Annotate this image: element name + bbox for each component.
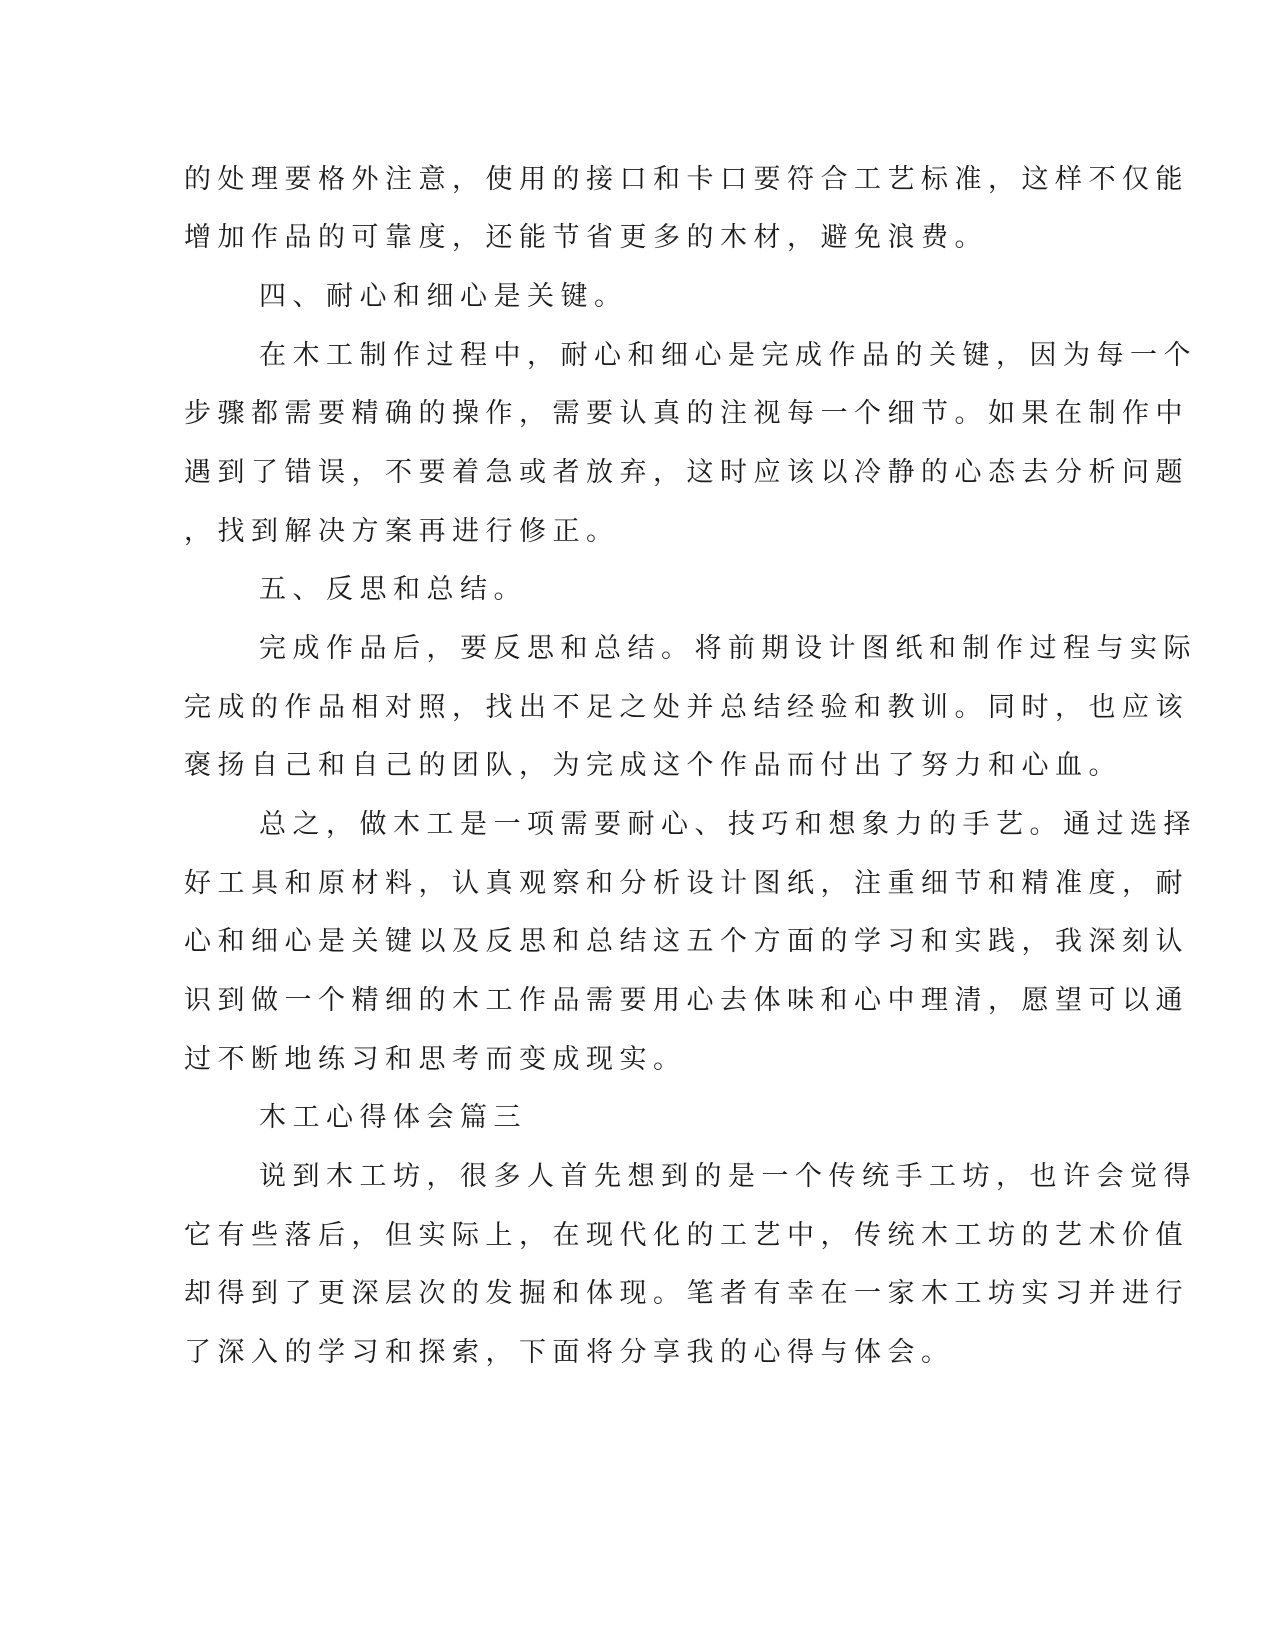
section-heading: 四、耐心和细心是关键。 [259,281,628,312]
paragraph-line: 在木工制作过程中，耐心和细心是完成作品的关键，因为每一个 [259,340,1197,371]
article-title: 木工心得体会篇三 [259,1102,527,1133]
paragraph-line: ，找到解决方案再进行修正。 [184,516,620,547]
paragraph-line: 完成作品后，要反思和总结。将前期设计图纸和制作过程与实际 [259,633,1197,664]
section-heading: 五、反思和总结。 [259,574,527,605]
paragraph-line: 遇到了错误，不要着急或者放弃，这时应该以冷静的心态去分析问题 [184,457,1189,488]
paragraph-line: 增加作品的可靠度，还能节省更多的木材，避免浪费。 [184,222,988,253]
paragraph-line: 说到木工坊，很多人首先想到的是一个传统手工坊，也许会觉得 [259,1161,1197,1192]
paragraph-line: 它有些落后，但实际上，在现代化的工艺中，传统木工坊的艺术价值 [184,1220,1189,1251]
paragraph-line: 却得到了更深层次的发掘和体现。笔者有幸在一家木工坊实习并进行 [184,1278,1189,1309]
paragraph-line: 完成的作品相对照，找出不足之处并总结经验和教训。同时，也应该 [184,692,1189,723]
paragraph-line: 心和细心是关键以及反思和总结这五个方面的学习和实践，我深刻认 [184,926,1189,957]
paragraph-line: 识到做一个精细的木工作品需要用心去体味和心中理清，愿望可以通 [184,985,1189,1016]
paragraph-line: 总之，做木工是一项需要耐心、技巧和想象力的手艺。通过选择 [259,809,1197,840]
paragraph-line: 好工具和原材料，认真观察和分析设计图纸，注重细节和精准度，耐 [184,868,1189,899]
paragraph-line: 过不断地练习和思考而变成现实。 [184,1044,687,1075]
paragraph-line: 步骤都需要精确的操作，需要认真的注视每一个细节。如果在制作中 [184,398,1189,429]
paragraph-line: 了深入的学习和探索，下面将分享我的心得与体会。 [184,1337,955,1368]
paragraph-line: 的处理要格外注意，使用的接口和卡口要符合工艺标准，这样不仅能 [184,164,1189,195]
paragraph-line: 褒扬自己和自己的团队，为完成这个作品而付出了努力和心血。 [184,750,1122,781]
